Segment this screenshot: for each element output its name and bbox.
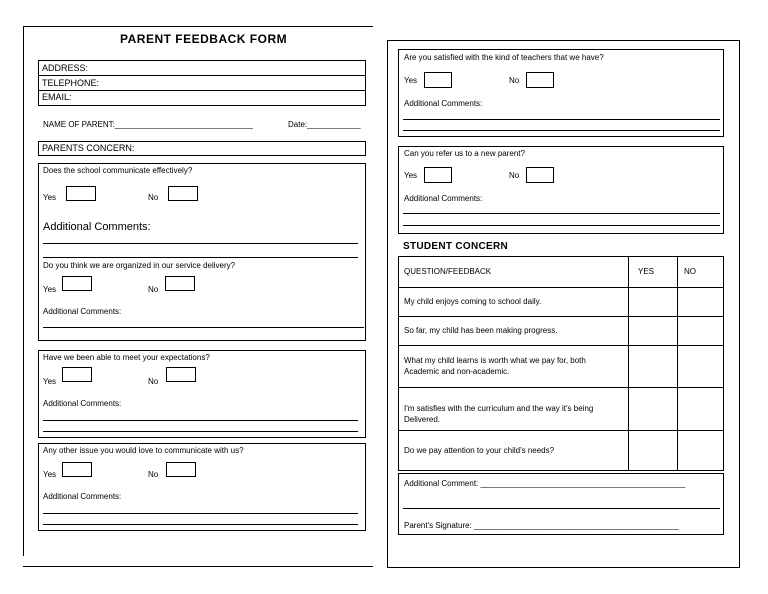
comment-line[interactable] [403, 508, 720, 509]
comment-line[interactable] [403, 130, 720, 131]
yes-label: Yes [404, 76, 418, 85]
left-page-bottom-border [23, 566, 373, 567]
table-row-question: Do we pay attention to your child's needs? [404, 446, 555, 455]
parent-signature-field[interactable]: Parent's Signature: ______________________________________________ [404, 521, 679, 530]
question-text: Do you think we are organized in our service delivery? [43, 261, 236, 270]
question-text: Any other issue you would love to communicate with us? [43, 446, 244, 455]
no-cell[interactable] [678, 288, 722, 315]
additional-comments-label: Additional Comments: [43, 399, 122, 408]
question-text: Are you satisfied with the kind of teachers that we have? [404, 53, 604, 62]
comment-line[interactable] [43, 513, 358, 514]
question-group-box [38, 350, 366, 438]
yes-checkbox[interactable] [424, 72, 452, 88]
no-checkbox[interactable] [526, 167, 554, 183]
comment-line[interactable] [403, 213, 720, 214]
question-group-box [38, 443, 366, 531]
yes-label: Yes [43, 285, 57, 294]
additional-comments-label: Additional Comments: [43, 492, 122, 501]
no-checkbox[interactable] [526, 72, 554, 88]
comment-line[interactable] [403, 225, 720, 226]
table-row-question: So far, my child has been making progress. [404, 326, 558, 335]
parents-concern-label: PARENTS CONCERN: [42, 143, 135, 153]
question-group-box [398, 146, 724, 234]
comment-line[interactable] [43, 420, 358, 421]
yes-cell[interactable] [629, 288, 676, 315]
date-field[interactable]: Date:____________ [288, 120, 361, 129]
question-group-box [398, 49, 724, 137]
no-cell[interactable] [678, 431, 722, 469]
yes-label: Yes [43, 470, 57, 479]
no-label: No [148, 285, 159, 294]
yes-label: Yes [43, 193, 57, 202]
student-concern-title: STUDENT CONCERN [403, 241, 509, 252]
divider [38, 90, 365, 91]
no-checkbox[interactable] [166, 462, 196, 477]
table-row-question: What my child learns is worth what we pay for, both Academic and non-academic. [404, 356, 586, 376]
form-title: PARENT FEEDBACK FORM [120, 32, 288, 46]
yes-cell[interactable] [629, 346, 676, 386]
question-text: Does the school communicate effectively? [43, 166, 193, 175]
no-label: No [148, 377, 159, 386]
no-label: No [509, 171, 520, 180]
comment-line[interactable] [43, 524, 358, 525]
question-text: Have we been able to meet your expectations? [43, 353, 210, 362]
telephone-field[interactable]: TELEPHONE: [42, 78, 100, 88]
yes-label: Yes [404, 171, 418, 180]
additional-comments-label: Additional Comments: [404, 99, 483, 108]
no-cell[interactable] [678, 346, 722, 386]
table-header-yes: YES [638, 267, 655, 276]
table-row-question: My child enjoys coming to school daily. [404, 297, 542, 306]
comment-line[interactable] [43, 327, 364, 328]
no-checkbox[interactable] [165, 276, 195, 291]
email-field[interactable]: EMAIL: [42, 92, 72, 102]
additional-comments-label: Additional Comments: [404, 194, 483, 203]
yes-cell[interactable] [629, 431, 676, 469]
left-page-top-border [23, 26, 373, 27]
no-label: No [148, 193, 159, 202]
table-header-question: QUESTION/FEEDBACK [404, 267, 492, 276]
yes-checkbox[interactable] [62, 367, 92, 382]
additional-comments-label: Additional Comments: [43, 221, 151, 233]
yes-label: Yes [43, 377, 57, 386]
no-checkbox[interactable] [168, 186, 198, 201]
comment-line[interactable] [43, 257, 358, 258]
question-text: Can you refer us to a new parent? [404, 149, 525, 158]
additional-comment-field[interactable]: Additional Comment: ______________________________________________ [404, 479, 686, 488]
no-label: No [148, 470, 159, 479]
yes-checkbox[interactable] [62, 462, 92, 477]
comment-line[interactable] [43, 243, 358, 244]
no-cell[interactable] [678, 388, 722, 429]
table-row-question: I'm satisfies with the curriculum and the way it's being Delivered. [404, 404, 594, 424]
parent-name-field[interactable]: NAME OF PARENT:_______________________________ [43, 120, 253, 129]
no-cell[interactable] [678, 317, 722, 344]
no-label: No [509, 76, 520, 85]
table-header-no: NO [684, 267, 696, 276]
address-field[interactable]: ADDRESS: [42, 63, 89, 73]
yes-checkbox[interactable] [424, 167, 452, 183]
yes-cell[interactable] [629, 388, 676, 429]
yes-checkbox[interactable] [62, 276, 92, 291]
yes-checkbox[interactable] [66, 186, 96, 201]
left-page-left-border [23, 26, 24, 556]
yes-cell[interactable] [629, 317, 676, 344]
comment-line[interactable] [43, 431, 358, 432]
comment-line[interactable] [403, 119, 720, 120]
divider [38, 75, 365, 76]
no-checkbox[interactable] [166, 367, 196, 382]
additional-comments-label: Additional Comments: [43, 307, 122, 316]
